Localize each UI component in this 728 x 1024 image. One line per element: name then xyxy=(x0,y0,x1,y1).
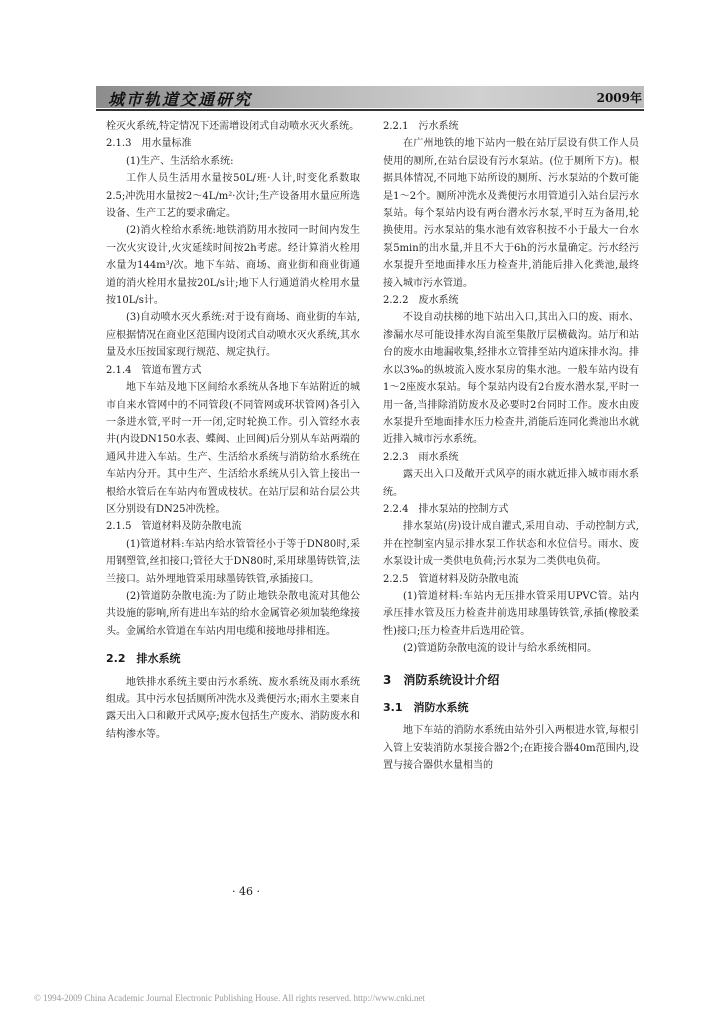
right-text-column xyxy=(383,118,639,775)
subsection-heading: 2.1.3 用水量标准 xyxy=(106,138,192,150)
paragraph: (3)自动喷水灭火系统:对于设有商场、商业街的车站,应根据情况在商业区范围内设闭式自动喷水灭火系统,其水量及水压按国家现行规范、规定执行。 xyxy=(106,312,360,359)
section-heading: 2.2 排水系统 xyxy=(106,652,181,666)
paragraph: (1)生产、生活给水系统: xyxy=(126,155,234,167)
paragraph: (2)管道防杂散电流的设计与给水系统相同。 xyxy=(403,643,598,655)
paragraph: (2)消火栓给水系统:地铁消防用水按同一时间内发生一次火灾设计,火灾延续时间按2h考虑。经计算消火栓用水量为144m³/次。地下车站、商场、商业街和商业街通道的消火栓用水量按20L/s计;地下人行通道消火栓用水量按10L/s计。 xyxy=(106,225,360,307)
left-text-column xyxy=(106,118,360,743)
paragraph: 不设自动扶梯的地下站出入口,其出入口的废、雨水、渗漏水尽可能设排水沟自流至集散厅层横截沟。站厅和站台的废水由地漏收集,经排水立管排至站内道床排水沟。排水以3‰的纵坡流入废水泵房的集水池。一般车站内设有1～2座废水泵站。每个泵站内设有2台废水潜水泵,平时一用一备,当排除消防废水及必要时2台同时工作。废水由废水泵提升至地面排水压力检查井,消能后连同化粪池出水就近排入城市污水系统。 xyxy=(383,312,639,446)
subsection-heading: 2.2.1 污水系统 xyxy=(383,121,459,132)
paragraph: 露天出入口及敞开式风亭的雨水就近排入城市雨水系统。 xyxy=(383,469,639,498)
paragraph: 在广州地铁的地下站内一般在站厅层设有供工作人员使用的厕所,在站台层设有污水泵站。(位于厕所下方)。根据具体情况,不同地下站所设的厕所、污水泵站的个数可能是1～2个。厕所冲洗水及粪便污水用管道引入站台层污水泵站。每个泵站内设有两台潜水污水泵,平时互为备用,轮换使用。污水泵站的集水池有效容积按不小于最大一台水泵5min的出水量,并且不大于6h的污水量确定。污水经污水泵提升至地面排水压力检查井,消能后排入化粪池,最终接入城市污水管道。 xyxy=(383,138,639,289)
journal-title: 城市轨道交通研究 xyxy=(108,90,253,109)
paragraph: (1)管道材料:车站内无压排水管采用UPVC管。站内承压排水管及压力检查井前选用球墨铸铁管,承插(橡胶柔性)接口;压力检查井后选用砼管。 xyxy=(383,590,639,637)
subsection-heading: 2.2.2 废水系统 xyxy=(383,295,459,307)
page-number: · 46 · xyxy=(232,885,260,898)
paragraph: 排水泵站(房)设计成自灌式,采用自动、手动控制方式,并在控制室内显示排水泵工作状态和水位信号。雨水、废水泵设计成一类供电负荷;污水泵为二类供电负荷。 xyxy=(383,521,639,568)
paragraph: 地下车站及地下区间给水系统从各地下车站附近的城市自来水管网中的不同管段(不同管网或环状管网)各引入一条进水管,平时一开一闭,定时轮换工作。引入管经水表井(内设DN150水表、蝶阀、止回阀)后分别从车站两端的通风井进入车站。生产、生活给水系统与消防给水系统在车站内分开。其中生产、生活给水系统从引入管上接出一根给水管后在车站内布置成枝状。在站厅层和站台层公共区分别设有DN25冲洗栓。 xyxy=(106,382,360,515)
paragraph: 栓灭火系统,特定情况下还需增设闭式自动喷水灭火系统。 xyxy=(106,121,360,132)
subsection-heading: 2.2.4 排水泵站的控制方式 xyxy=(383,503,509,515)
subsection-heading: 2.1.5 管道材料及防杂散电流 xyxy=(106,521,242,533)
chapter-heading: 3 消防系统设计介绍 xyxy=(383,672,500,687)
paragraph: 工作人员生活用水量按50L/班·人计,时变化系数取2.5;冲洗用水量按2～4L/m²·次计;生产设备用水量应所选设备、生产工艺的要求确定。 xyxy=(106,173,360,220)
subsection-heading: 2.1.4 管道布置方式 xyxy=(106,364,202,376)
journal-year: 2009年 xyxy=(596,91,642,105)
copyright-footer: © 1994-2009 China Academic Journal Electronic Publishing House. All rights reserved. http://www.cnki.net xyxy=(34,993,425,1003)
paragraph: (1)管道材料:车站内给水管管径小于等于DN80时,采用钢塑管,丝扣接口;管径大于DN80时,采用球墨铸铁管,法兰接口。站外埋地管采用球墨铸铁管,承插接口。 xyxy=(106,538,360,585)
paragraph: 地铁排水系统主要由污水系统、废水系统及雨水系统组成。其中污水包括厕所冲洗水及粪便污水;雨水主要来自露天出入口和敞开式风亭;废水包括生产废水、消防废水和结构渗水等。 xyxy=(106,676,360,740)
paragraph: (2)管道防杂散电流:为了防止地铁杂散电流对其他公共设施的影响,所有进出车站的给水金属管必须加装绝缘接头。金属给水管道在车站内用电缆和接地母排相连。 xyxy=(106,590,360,637)
paragraph: 地下车站的消防水系统由站外引入两根进水管,每根引入管上安装消防水泵接合器2个;在距接合器40m范围内,设置与接合器供水量相当的 xyxy=(383,725,639,772)
subsection-heading: 2.2.5 管道材料及防杂散电流 xyxy=(383,573,519,585)
subsection-heading: 2.2.3 雨水系统 xyxy=(383,451,459,463)
section-heading: 3.1 消防水系统 xyxy=(383,701,469,714)
